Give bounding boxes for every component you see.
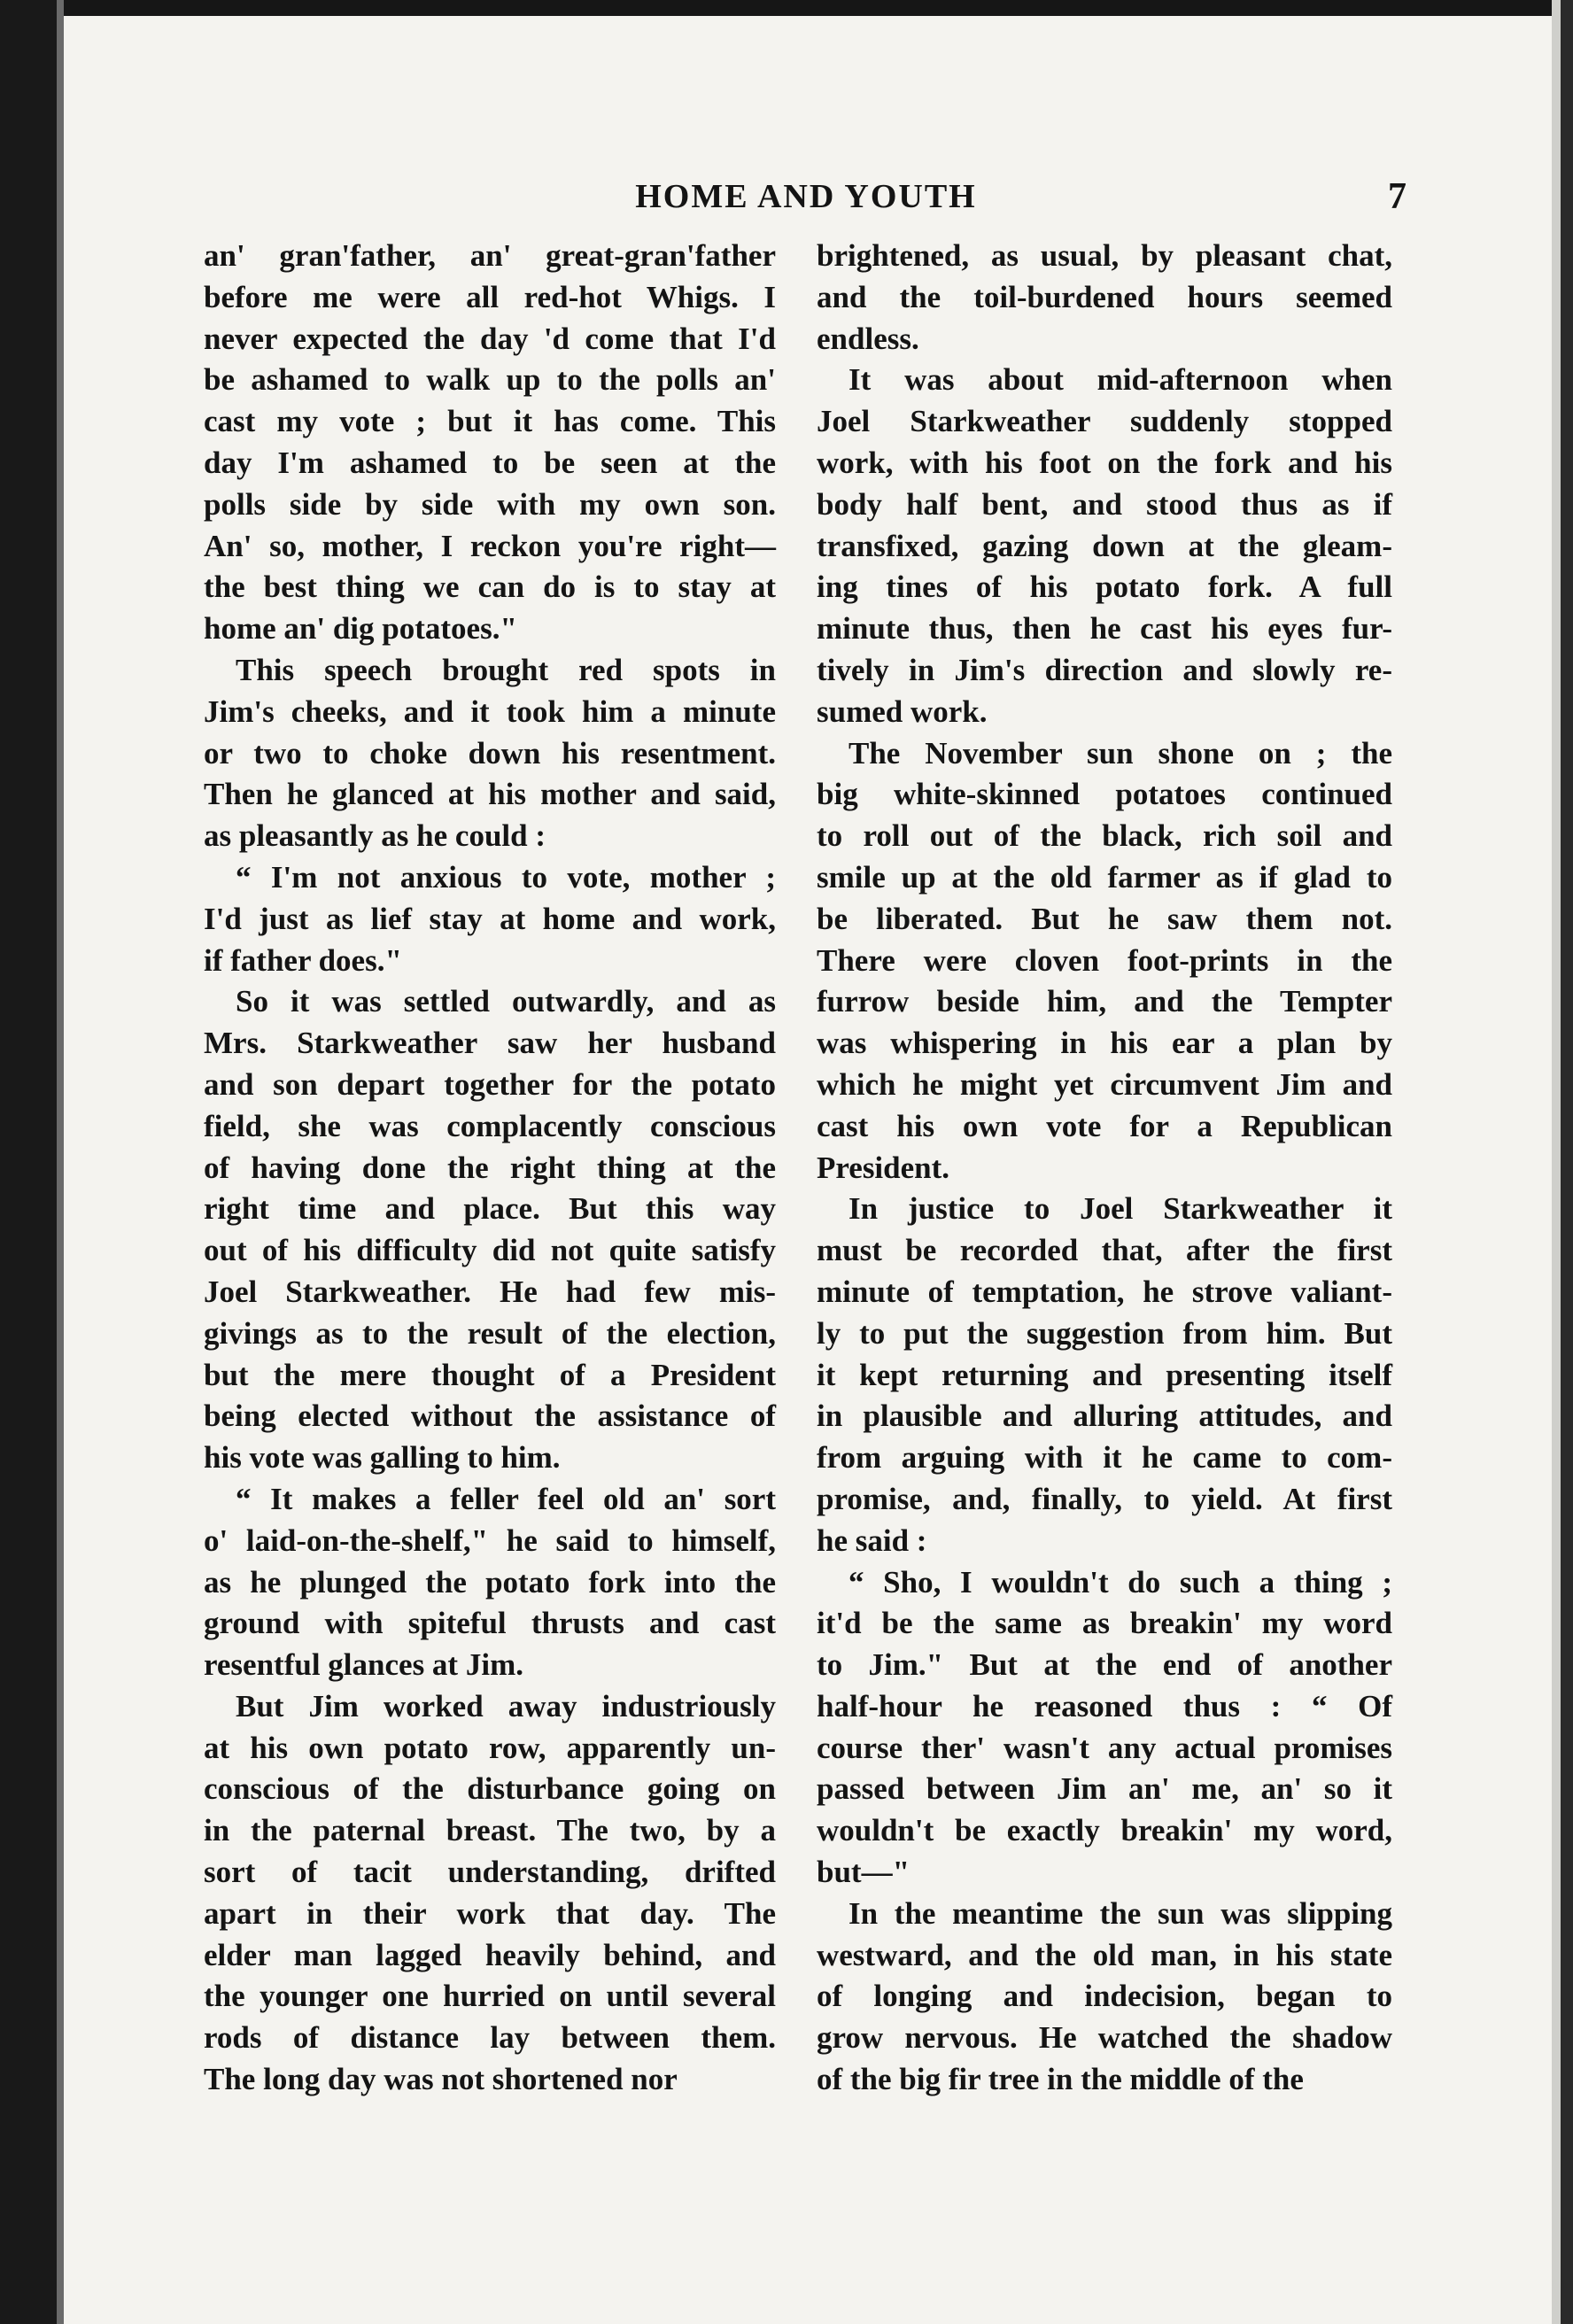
- text-line: sort of tacit understanding, drifted: [204, 1855, 776, 1890]
- paragraph: [817, 733, 1392, 1189]
- text-line: The long day was not shortened nor: [204, 2062, 678, 2097]
- text-line: body half bent, and stood thus as if: [817, 486, 1392, 522]
- text-line: In the meantime the sun was slipping: [848, 1895, 1392, 1931]
- text-line: if father does.": [204, 942, 402, 978]
- text-line: So it was settled outwardly, and as: [236, 984, 776, 1019]
- paragraph: [204, 236, 776, 650]
- text-line: but—": [817, 1855, 910, 1890]
- text-line: work, with his foot on the fork and his: [817, 445, 1392, 480]
- text-line: at his own potato row, apparently un-: [204, 1730, 776, 1765]
- text-line: half-hour he reasoned thus : “ Of: [817, 1688, 1392, 1724]
- text-line: in plausible and alluring attitudes, and: [817, 1398, 1392, 1434]
- page-edge-shade: [1552, 0, 1561, 2324]
- text-line: right time and place. But this way: [204, 1191, 776, 1227]
- text-line: big white-skinned potatoes continued: [817, 777, 1392, 812]
- right-text-column: [817, 236, 1392, 2101]
- text-line: in the paternal breast. The two, by a: [204, 1813, 776, 1848]
- paragraph: [204, 1686, 776, 2101]
- text-line: be liberated. But he saw them not.: [817, 901, 1392, 936]
- page-number: 7: [1388, 176, 1406, 217]
- paragraph: [204, 1479, 776, 1686]
- spine-edge: [57, 0, 64, 2324]
- paragraph: [817, 1189, 1392, 1561]
- text-line: rods of distance lay between them.: [204, 2020, 776, 2056]
- text-line: This speech brought red spots in: [236, 652, 776, 687]
- book-spine-shadow: [0, 0, 57, 2324]
- text-line: President.: [817, 1150, 950, 1185]
- text-line: promise, and, finally, to yield. At first: [817, 1481, 1392, 1516]
- text-line: I'd just as lief stay at home and work,: [204, 901, 776, 936]
- text-line: of longing and indecision, began to: [817, 1979, 1392, 2014]
- text-line: minute of temptation, he strove valiant-: [817, 1274, 1392, 1309]
- text-line: polls side by side with my own son.: [204, 486, 776, 522]
- text-line: his vote was galling to him.: [204, 1440, 561, 1476]
- text-line: day I'm ashamed to be seen at the: [204, 445, 776, 480]
- text-line: or two to choke down his resentment.: [204, 735, 776, 771]
- right-page-border: [1561, 0, 1573, 2324]
- paragraph: [817, 1894, 1392, 2101]
- text-line: “ Sho, I wouldn't do such a thing ;: [848, 1564, 1392, 1600]
- text-line: never expected the day 'd come that I'd: [204, 321, 776, 356]
- text-line: out of his difficulty did not quite satisfy: [204, 1233, 776, 1268]
- paragraph: [817, 1562, 1392, 1894]
- text-line: passed between Jim an' me, an' so it: [817, 1771, 1392, 1807]
- text-line: smile up at the old farmer as if glad to: [817, 859, 1392, 895]
- text-line: of having done the right thing at the: [204, 1150, 776, 1185]
- text-line: Jim's cheeks, and it took him a minute: [204, 693, 776, 729]
- paragraph: [817, 360, 1392, 732]
- text-line: home an' dig potatoes.": [204, 611, 517, 647]
- text-line: field, she was complacently conscious: [204, 1108, 776, 1143]
- text-line: tively in Jim's direction and slowly re-: [817, 652, 1392, 687]
- text-line: In justice to Joel Starkweather it: [848, 1191, 1392, 1227]
- text-line: But Jim worked away industriously: [236, 1688, 776, 1724]
- text-line: minute thus, then he cast his eyes fur-: [817, 611, 1392, 647]
- text-line: It was about mid-afternoon when: [848, 362, 1392, 398]
- text-line: Joel Starkweather suddenly stopped: [817, 404, 1392, 439]
- text-line: and the toil-burdened hours seemed: [817, 279, 1392, 314]
- text-line: an' gran'father, an' great-gran'father: [204, 238, 776, 273]
- text-line: transfixed, gazing down at the gleam-: [817, 528, 1392, 563]
- text-line: course ther' wasn't any actual promises: [817, 1730, 1392, 1765]
- text-line: apart in their work that day. The: [204, 1895, 776, 1931]
- text-line: as pleasantly as he could :: [204, 818, 546, 854]
- text-line: elder man lagged heavily behind, and: [204, 1937, 776, 1972]
- text-line: and son depart together for the potato: [204, 1066, 776, 1102]
- text-line: ing tines of his potato fork. A full: [817, 569, 1392, 605]
- text-line: as he plunged the potato fork into the: [204, 1564, 776, 1600]
- text-line: cast his own vote for a Republican: [817, 1108, 1392, 1143]
- text-line: sumed work.: [817, 693, 988, 729]
- text-line: Joel Starkweather. He had few mis-: [204, 1274, 776, 1309]
- text-line: he said :: [817, 1522, 927, 1558]
- running-head: HOME AND YOUTH: [635, 178, 977, 215]
- text-line: endless.: [817, 321, 919, 356]
- text-line: Then he glanced at his mother and said,: [204, 777, 776, 812]
- text-line: o' laid-on-the-shelf," he said to himself,: [204, 1522, 776, 1558]
- text-line: brightened, as usual, by pleasant chat,: [817, 238, 1392, 273]
- paragraph: [204, 981, 776, 1479]
- text-line: but the mere thought of a President: [204, 1357, 776, 1392]
- text-line: it kept returning and presenting itself: [817, 1357, 1392, 1392]
- text-line: The November sun shone on ; the: [848, 735, 1392, 771]
- text-line: resentful glances at Jim.: [204, 1647, 523, 1683]
- text-line: ly to put the suggestion from him. But: [817, 1315, 1392, 1351]
- paragraph: [817, 236, 1392, 360]
- text-line: the best thing we can do is to stay at: [204, 569, 776, 605]
- left-text-column: [204, 236, 776, 2101]
- text-line: was whispering in his ear a plan by: [817, 1026, 1392, 1061]
- text-line: of the big fir tree in the middle of the: [817, 2062, 1304, 2097]
- page-top-border: [0, 0, 1573, 16]
- text-line: from arguing with it he came to com-: [817, 1440, 1392, 1476]
- paragraph: [204, 650, 776, 857]
- text-line: givings as to the result of the election,: [204, 1315, 776, 1351]
- text-line: it'd be the same as breakin' my word: [817, 1606, 1392, 1641]
- text-line: wouldn't be exactly breakin' my word,: [817, 1813, 1392, 1848]
- text-line: There were cloven foot-prints in the: [817, 942, 1392, 978]
- text-line: the younger one hurried on until several: [204, 1979, 776, 2014]
- text-line: to Jim." But at the end of another: [817, 1647, 1392, 1683]
- text-line: being elected without the assistance of: [204, 1398, 776, 1434]
- text-line: An' so, mother, I reckon you're right—: [204, 528, 776, 563]
- text-line: “ It makes a feller feel old an' sort: [236, 1481, 776, 1516]
- text-line: westward, and the old man, in his state: [817, 1937, 1392, 1972]
- text-line: cast my vote ; but it has come. This: [204, 404, 776, 439]
- text-line: ground with spiteful thrusts and cast: [204, 1606, 776, 1641]
- paragraph: [204, 857, 776, 981]
- text-line: grow nervous. He watched the shadow: [817, 2020, 1392, 2056]
- text-line: which he might yet circumvent Jim and: [817, 1066, 1392, 1102]
- text-line: to roll out of the black, rich soil and: [817, 818, 1392, 854]
- text-line: conscious of the disturbance going on: [204, 1771, 776, 1807]
- text-line: “ I'm not anxious to vote, mother ;: [236, 859, 776, 895]
- page-header: [205, 174, 1406, 220]
- text-line: furrow beside him, and the Tempter: [817, 984, 1392, 1019]
- text-line: must be recorded that, after the first: [817, 1233, 1392, 1268]
- text-line: Mrs. Starkweather saw her husband: [204, 1026, 776, 1061]
- text-line: be ashamed to walk up to the polls an': [204, 362, 776, 398]
- text-line: before me were all red-hot Whigs. I: [204, 279, 776, 314]
